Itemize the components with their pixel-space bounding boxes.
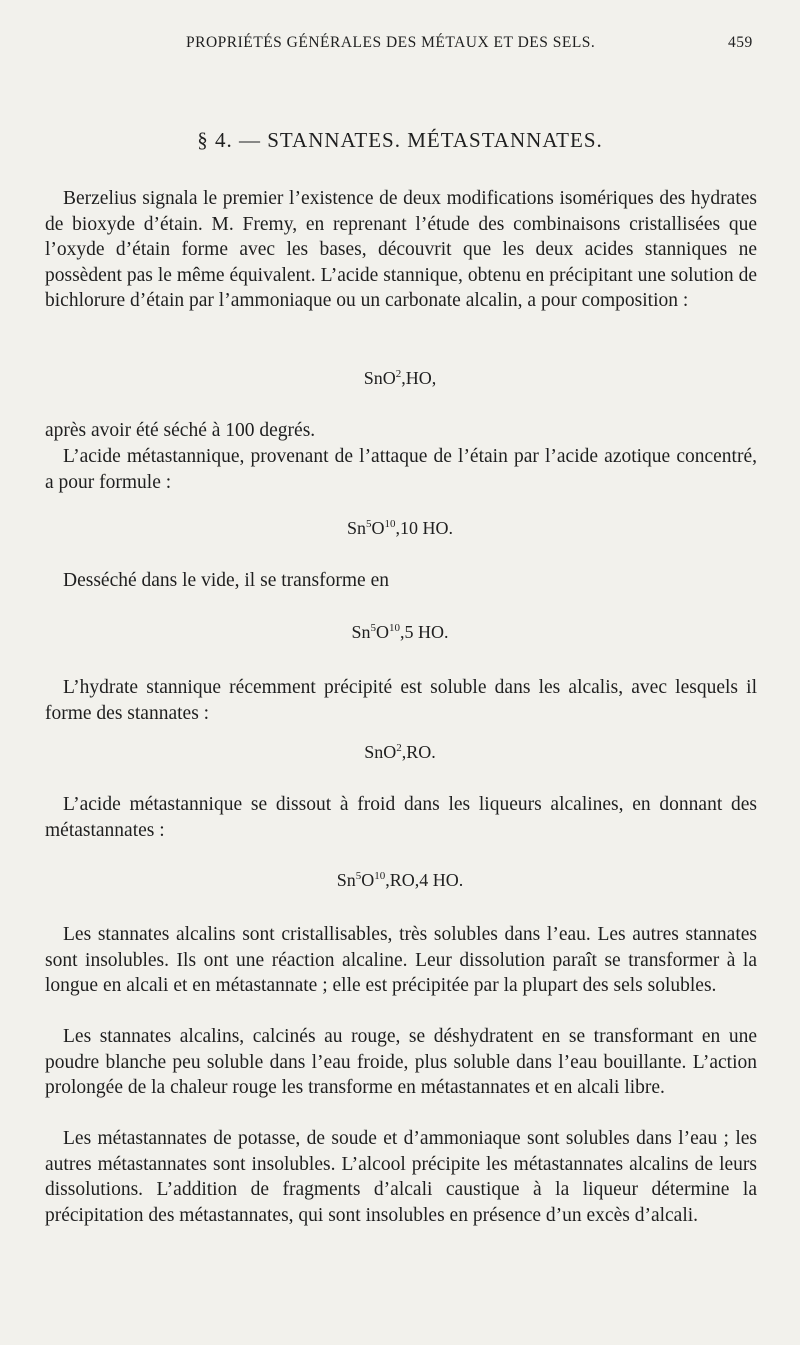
formula-stannic-acid: SnO$^2$,HO, (363, 368, 437, 388)
paragraph-dried: après avoir été séché à 100 degrés. (45, 420, 316, 441)
formula-metastannic-acid: $Sn^5O^{10},10$ HO. (346, 518, 453, 538)
paragraph-metastannate-solubility: Les métastannates de potasse, de soude et d’ammoniaque sont solubles dans l’eau ; les autres métastannates sont insolubles. L’alcool précipite les métastannates alcalins de leurs dissolutions. L’addition de fragments d’alcali caustique à la liqueur détermine la précipitation des métastannates, qui sont insolubles en présence d’un excès d’alcali. (45, 1128, 757, 1226)
paragraph-alkaline-stannates: Les stannates alcalins sont cristallisables, très solubles dans l’eau. Les autres stannates sont insolubles. Ils ont une réaction alcaline. Leur dissolution paraît se transformer à la longue en alcali et en métastannate ; elle est précipitée par la plupart des sels solubles. (45, 924, 757, 996)
paragraph-calcined-stannates: Les stannates alcalins, calcinés au rouge, se déshydratent en se transformant en une poudre blanche peu soluble dans l’eau froide, plus soluble dans l’eau bouillante. L’action prolongée de la chaleur rouge les transforme en métastannates et en alcali libre. (45, 1026, 757, 1098)
paragraph-metastannic-acid: L’acide métastannique, provenant de l’attaque de l’étain par l’acide azotique concentré, a pour formule : (45, 446, 757, 493)
section-heading: § 4. — STANNATES. MÉTASTANNATES. (197, 128, 603, 152)
formula-dehydrated-metastannic: $Sn^5O^{10},5$ HO. (351, 622, 449, 642)
formula-metastannate: $Sn^5O^{10},RO,4$ HO. (336, 870, 464, 890)
formula-stannate: SnO$^2$,RO. (364, 742, 436, 762)
paragraph-dried-vacuum: Desséché dans le vide, il se transforme en (63, 570, 389, 591)
page-number: 459 (728, 34, 753, 51)
running-title: PROPRIÉTÉS GÉNÉRALES DES MÉTAUX ET DES SELS. (186, 34, 596, 51)
paragraph-stannic-hydrate: L’hydrate stannique récemment précipité est soluble dans les alcalis, avec lesquels il forme des stannates : (45, 677, 757, 724)
paragraph-metastannates: L’acide métastannique se dissout à froid dans les liqueurs alcalines, en donnant des métastannates : (45, 794, 757, 841)
paragraph-berzelius: Berzelius signala le premier l’existence de deux modifications isomériques des hydrates de bioxyde d’étain. M. Fremy, en reprenant l’étude des combinaisons cristallisées que l’oxyde d’étain forme avec les bases, découvrit que les deux acides stanniques ne possèdent pas le même équivalent. L’acide stannique, obtenu en précipitant une solution de bichlorure d’étain par l’ammoniaque ou un carbonate alcalin, a pour composition : (45, 188, 757, 311)
